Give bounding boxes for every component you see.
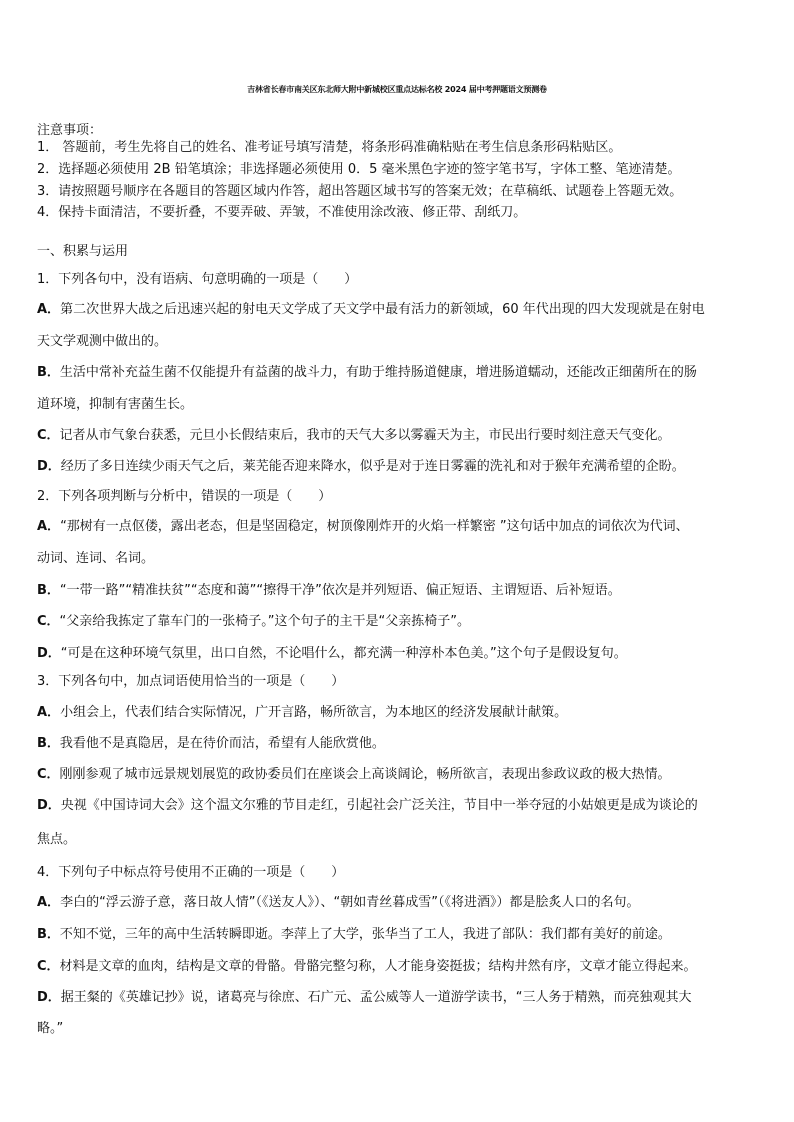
- q2-option-b: [37, 583, 757, 599]
- option-label: C．: [37, 767, 60, 782]
- option-label: B．: [37, 927, 60, 942]
- q2-option-d: [37, 646, 757, 662]
- q2-option-c: [37, 614, 757, 630]
- q4-stem: 4．下列句子中标点符号使用不正确的一项是（ ）: [37, 865, 345, 880]
- q4-option-d: [37, 990, 757, 1006]
- q1-stem: 1．下列各句中，没有语病、句意明确的一项是（ ）: [37, 272, 358, 287]
- option-text: 刚刚参观了城市远景规划展览的政协委员们在座谈会上高谈阔论，畅所欲言，表现出参政议政的极大热情。: [59, 767, 671, 782]
- notice-item-2: 2．选择题必须使用 2B 铅笔填涂；非选择题必须使用 0．5 毫米黑色字迹的签字笔书写，字体工整、笔迹清楚。: [37, 162, 681, 177]
- option-label: D．: [37, 990, 61, 1005]
- notice-item-3: 3．请按照题号顺序在各题目的答题区域内作答，超出答题区域书写的答案无效；在草稿纸、试题卷上答题无效。: [37, 184, 683, 199]
- q1-option-a: [37, 302, 757, 318]
- option-label: C．: [37, 959, 60, 974]
- q1-option-b-cont: 道环境，抑制有害菌生长。: [37, 397, 194, 412]
- q2-option-a-cont: 动词、连词、名词。: [37, 551, 155, 566]
- option-text: “一带一路”“精准扶贫”“态度和蔼”“擦得干净”依次是并列短语、偏正短语、主谓短语、后补短语。: [59, 583, 621, 598]
- option-label: D．: [37, 646, 61, 661]
- q4-option-d-cont: 略。”: [37, 1021, 64, 1036]
- q1-option-c: [37, 428, 757, 444]
- option-text: 央视《中国诗词大会》这个温文尔雅的节目走红，引起社会广泛关注，节目中一举夺冠的小姑娘更是成为谈论的: [60, 798, 698, 813]
- section-heading: 一、积累与运用: [37, 244, 129, 259]
- q3-stem: 3．下列各句中，加点词语使用恰当的一项是（ ）: [37, 674, 345, 689]
- option-label: A．: [37, 895, 61, 910]
- q4-option-a: [37, 895, 757, 911]
- option-label: A．: [37, 519, 61, 534]
- option-label: A．: [37, 705, 61, 720]
- notice-heading: 注意事项：: [37, 123, 103, 138]
- option-label: B．: [37, 736, 60, 751]
- option-text: 经历了多日连续少雨天气之后，莱芜能否迎来降水，似乎是对于连日雾霾的洗礼和对于猴年充满希望的企盼。: [60, 459, 685, 474]
- option-label: D．: [37, 459, 61, 474]
- option-text: 记者从市气象台获悉，元旦小长假结束后，我市的天气大多以雾霾天为主，市民出行要时刻注意天气变化。: [59, 428, 671, 443]
- q3-option-a: [37, 705, 757, 721]
- option-label: C．: [37, 428, 60, 443]
- q2-stem: 2．下列各项判断与分析中，错误的一项是（ ）: [37, 489, 332, 504]
- option-text: 据王粲的《英雄记抄》说，诸葛亮与徐庶、石广元、孟公威等人一道游学读书，“三人务于精熟，而亮独观其大: [60, 990, 692, 1005]
- option-label: C．: [37, 614, 60, 629]
- option-label: A．: [37, 302, 61, 317]
- notice-item-4: 4．保持卡面清洁，不要折叠，不要弄破、弄皱，不准使用涂改液、修正带、刮纸刀。: [37, 205, 527, 220]
- q1-option-b: [37, 365, 757, 381]
- option-text: “可是在这种环境气氛里，出口自然，不论唱什么，都充满一种淳朴本色美。”这个句子是假设复句。: [60, 646, 627, 661]
- option-text: 材料是文章的血肉，结构是文章的骨骼。骨骼完整匀称，人才能身姿挺拔；结构井然有序，文章才能立得起来。: [59, 959, 697, 974]
- option-label: B．: [37, 365, 60, 380]
- q1-option-d: [37, 459, 757, 475]
- option-text: “父亲给我拣定了靠车门的一张椅子。”这个句子的主干是“父亲拣椅子”。: [59, 614, 470, 629]
- q3-option-c: [37, 767, 757, 783]
- notice-item-1: 1． 答题前，考生先将自己的姓名、准考证号填写清楚，将条形码准确粘贴在考生信息条形码粘贴区。: [37, 140, 622, 155]
- q4-option-c: [37, 959, 757, 975]
- q2-option-a: [37, 519, 757, 535]
- option-text: 不知不觉，三年的高中生活转瞬即逝。李萍上了大学，张华当了工人，我进了部队：我们都有美好的前途。: [59, 927, 671, 942]
- option-text: 第二次世界大战之后迅速兴起的射电天文学成了天文学中最有活力的新领域，60 年代出现的四大发现就是在射电: [60, 302, 705, 317]
- option-text: 生活中常补充益生菌不仅能提升有益菌的战斗力，有助于维持肠道健康，增进肠道蠕动，还能改正细菌所在的肠: [59, 365, 697, 380]
- option-text: “那树有一点伛偻，露出老态，但是坚固稳定，树顶像刚炸开的火焰一样繁密 ”这句话中加点的词依次为代词、: [60, 519, 689, 534]
- option-label: D．: [37, 798, 61, 813]
- option-text: 李白的“浮云游子意，落日故人情”（《送友人》）、“朝如青丝暮成雪”（《将进酒》）都是脍炙人口的名句。: [60, 895, 640, 910]
- page-title: 吉林省长春市南关区东北师大附中新城校区重点达标名校 2024 届中考押题语文预测卷: [247, 85, 547, 94]
- q1-option-a-cont: 天文学观测中做出的。: [37, 334, 168, 349]
- option-text: 我看他不是真隐居，是在待价而沽，希望有人能欣赏他。: [59, 736, 385, 751]
- option-text: 小组会上，代表们结合实际情况，广开言路，畅所欲言，为本地区的经济发展献计献策。: [60, 705, 568, 720]
- option-label: B．: [37, 583, 60, 598]
- q4-option-b: [37, 927, 757, 943]
- q3-option-d-cont: 焦点。: [37, 832, 77, 847]
- q3-option-b: [37, 736, 757, 752]
- q3-option-d: [37, 798, 757, 814]
